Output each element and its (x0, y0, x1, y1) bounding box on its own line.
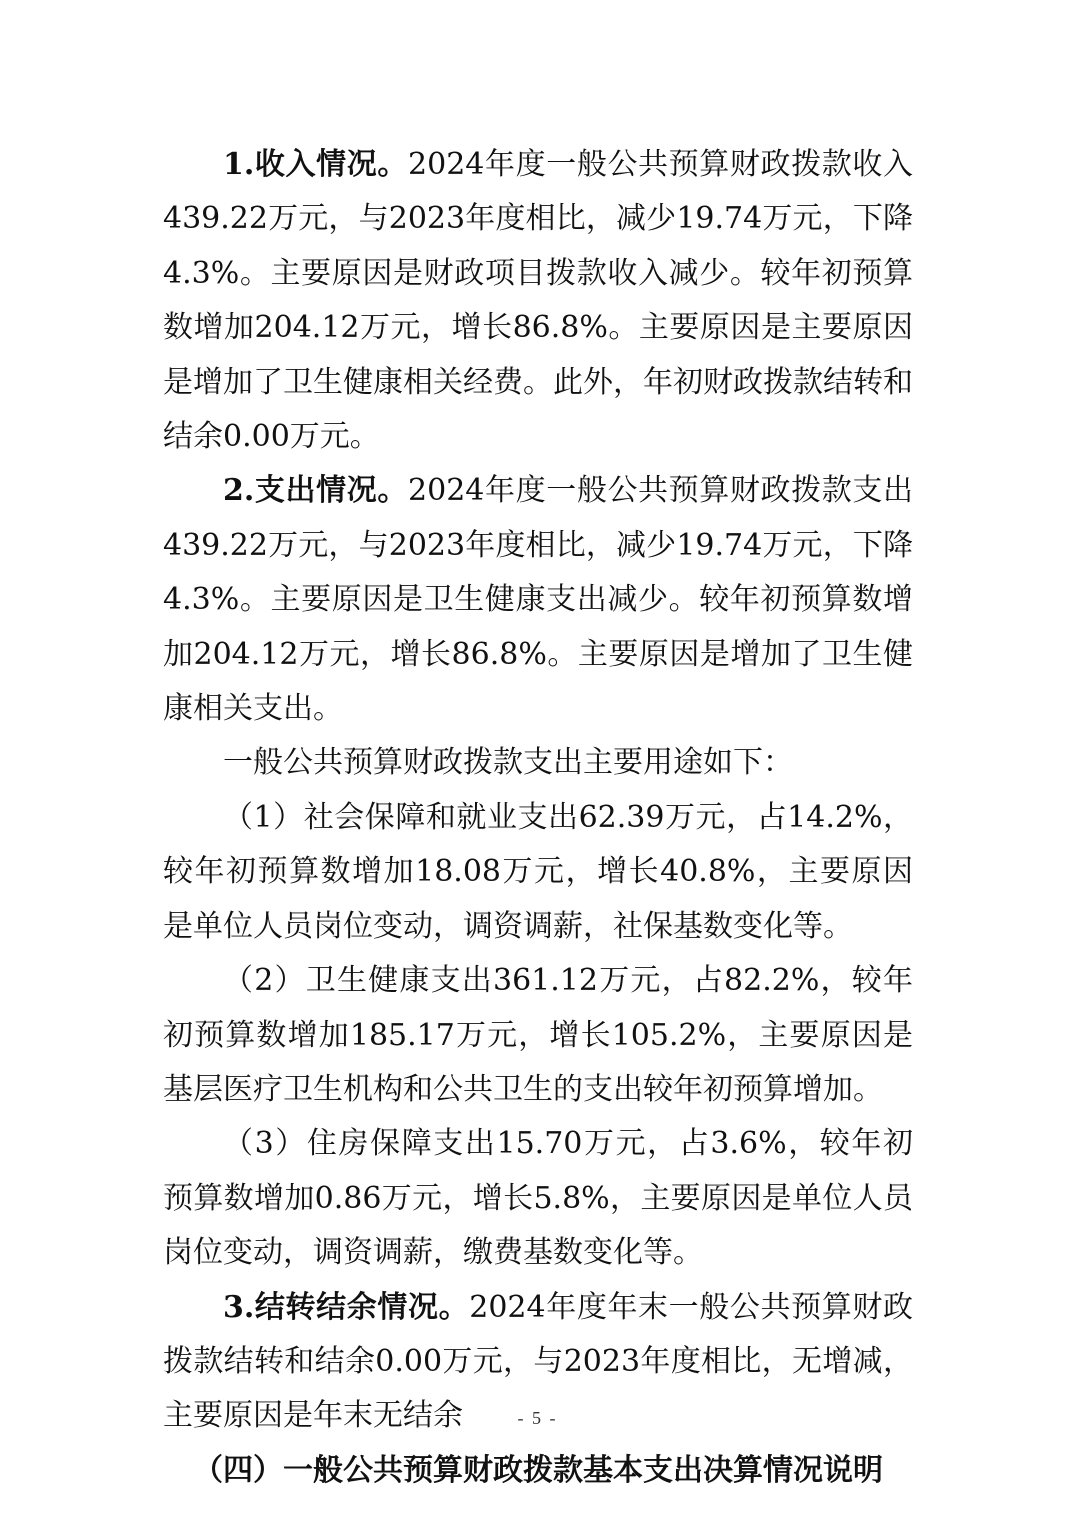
paragraph-text: 2024年度一般公共预算财政拨款收入439.22万元，与2023年度相比，减少19.74万元，下降4.3%。主要原因是财政项目拨款收入减少。较年初预算数增加204.12万元，增长86.8%。主要原因是主要原因是增加了卫生健康相关经费。此外，年初财政拨款结转和结余0.00万元。 (163, 147, 913, 455)
paragraph-text: 2024年度一般公共预算财政拨款支出439.22万元，与2023年度相比，减少19.74万元，下降4.3%。主要原因是卫生健康支出减少。较年初预算数增加204.12万元，增长86.8%。主要原因是增加了卫生健康相关支出。 (163, 473, 913, 727)
paragraph-text: （3）住房保障支出15.70万元，占3.6%，较年初预算数增加0.86万元，增长5.8%，主要原因是单位人员岗位变动，调资调薪，缴费基数变化等。 (163, 1126, 913, 1271)
paragraph-income (163, 138, 913, 464)
paragraph-lead: 2.支出情况。 (223, 473, 409, 509)
page-number: - 5 - (517, 1408, 558, 1428)
paragraph-text: 一般公共预算财政拨款支出主要用途如下： (223, 745, 793, 781)
paragraph-lead: 3.结转结余情况。 (223, 1289, 470, 1325)
paragraph-housing (163, 1117, 913, 1280)
section-heading: （四）一般公共预算财政拨款基本支出决算情况说明 (193, 1452, 883, 1488)
paragraph-health (163, 954, 913, 1117)
paragraph-social-security (163, 791, 913, 954)
paragraph-uses-intro (163, 736, 913, 790)
paragraph-lead: 1.收入情况。 (223, 147, 409, 182)
document-body (163, 138, 913, 1498)
paragraph-text: （1）社会保障和就业支出62.39万元，占14.2%，较年初预算数增加18.08万元，增长40.8%，主要原因是单位人员岗位变动，调资调薪，社保基数变化等。 (163, 799, 913, 944)
paragraph-text: （2）卫生健康支出361.12万元，占82.2%，较年初预算数增加185.17万元，增长105.2%，主要原因是基层医疗卫生机构和公共卫生的支出较年初预算增加。 (163, 963, 913, 1107)
paragraph-text: 2024年度年末一般公共预算财政拨款结转和结余0.00万元，与2023年度相比，无增减，主要原因是年末无结余 (163, 1289, 913, 1434)
paragraph-expenditure (163, 464, 913, 736)
